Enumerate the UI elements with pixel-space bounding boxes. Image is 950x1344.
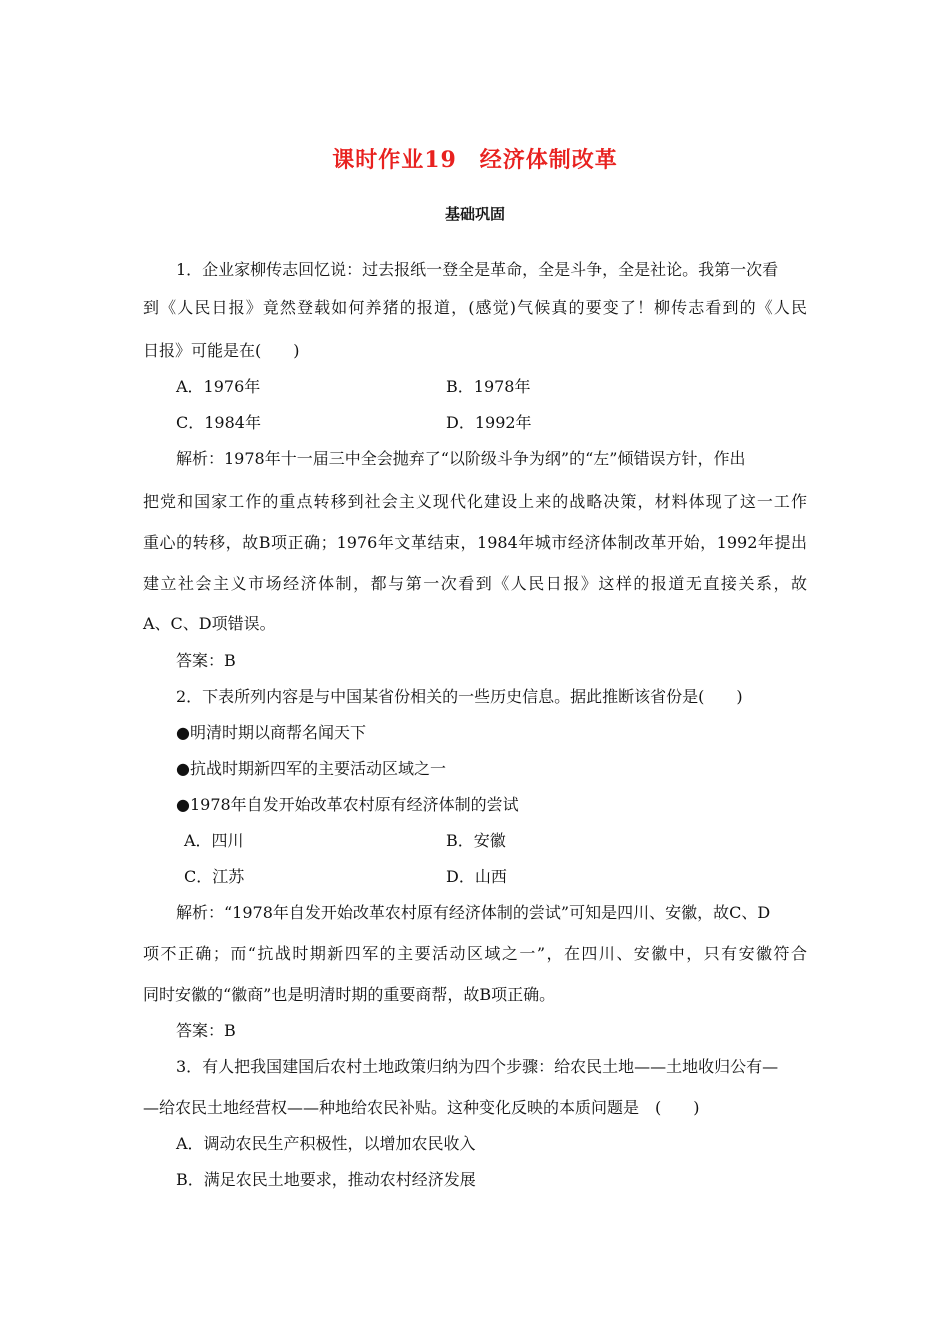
q2-option-c: C．江苏 <box>184 867 245 886</box>
q3-option-b: B．满足农民土地要求，推动农村经济发展 <box>176 1170 476 1189</box>
q1-option-c: C．1984年 <box>176 413 261 432</box>
section-heading: 基础巩固 <box>444 205 505 223</box>
q1-analysis-line: 建立社会主义市场经济体制，都与第一次看到《人民日报》这样的报道无直接关系，故 <box>143 574 807 593</box>
q1-analysis-line: 把党和国家工作的重点转移到社会主义现代化建设上来的战略决策，材料体现了这一工作 <box>143 492 807 511</box>
q2-analysis-line: 解析：“1978年自发开始改革农村原有经济体制的尝试”可知是四川、安徽，故C、D <box>176 903 771 922</box>
q2-option-b: B．安徽 <box>446 831 506 850</box>
q1-option-d: D．1992年 <box>446 413 532 432</box>
document-title: 课时作业19 经济体制改革 <box>332 147 618 173</box>
q2-analysis-line: 项不正确；而“抗战时期新四军的主要活动区域之一”，在四川、安徽中，只有安徽符合 <box>143 944 807 963</box>
q2-answer: 答案：B <box>176 1021 236 1040</box>
q2-stem: 2．下表所列内容是与中国某省份相关的一些历史信息。据此推断该省份是( ) <box>176 687 743 706</box>
q3-stem-line: —给农民土地经营权——种地给农民补贴。这种变化反映的本质问题是 ( ) <box>143 1098 700 1117</box>
q1-answer: 答案：B <box>176 651 236 670</box>
q1-option-a: A．1976年 <box>176 377 261 396</box>
q3-option-a: A．调动农民生产积极性，以增加农民收入 <box>176 1134 476 1153</box>
q2-analysis-line: 同时安徽的“徽商”也是明清时期的重要商帮，故B项正确。 <box>143 985 556 1004</box>
q1-stem-line: 到《人民日报》竟然登载如何养猪的报道，(感觉)气候真的要变了！柳传志看到的《人民 <box>143 298 807 317</box>
q1-analysis-line: 解析：1978年十一届三中全会抛弃了“以阶级斗争为纲”的“左”倾错误方针，作出 <box>176 449 746 468</box>
q2-bullet: ●明清时期以商帮名闻天下 <box>176 723 366 742</box>
q1-analysis-line: 重心的转移，故B项正确；1976年文革结束，1984年城市经济体制改革开始，1992年提出 <box>143 533 807 552</box>
q1-analysis-line: A、C、D项错误。 <box>143 614 276 633</box>
q2-option-a: A．四川 <box>184 831 244 850</box>
q2-option-d: D．山西 <box>446 867 507 886</box>
q3-stem-line: 3．有人把我国建国后农村土地政策归纳为四个步骤：给农民土地——土地收归公有— <box>176 1057 779 1076</box>
q1-option-b: B．1978年 <box>446 377 531 396</box>
q1-stem-line: 1．企业家柳传志回忆说：过去报纸一登全是革命，全是斗争，全是社论。我第一次看 <box>176 260 779 279</box>
q2-bullet: ●1978年自发开始改革农村原有经济体制的尝试 <box>176 795 519 814</box>
q2-bullet: ●抗战时期新四军的主要活动区域之一 <box>176 759 446 778</box>
q1-stem-line: 日报》可能是在( ) <box>143 341 300 360</box>
